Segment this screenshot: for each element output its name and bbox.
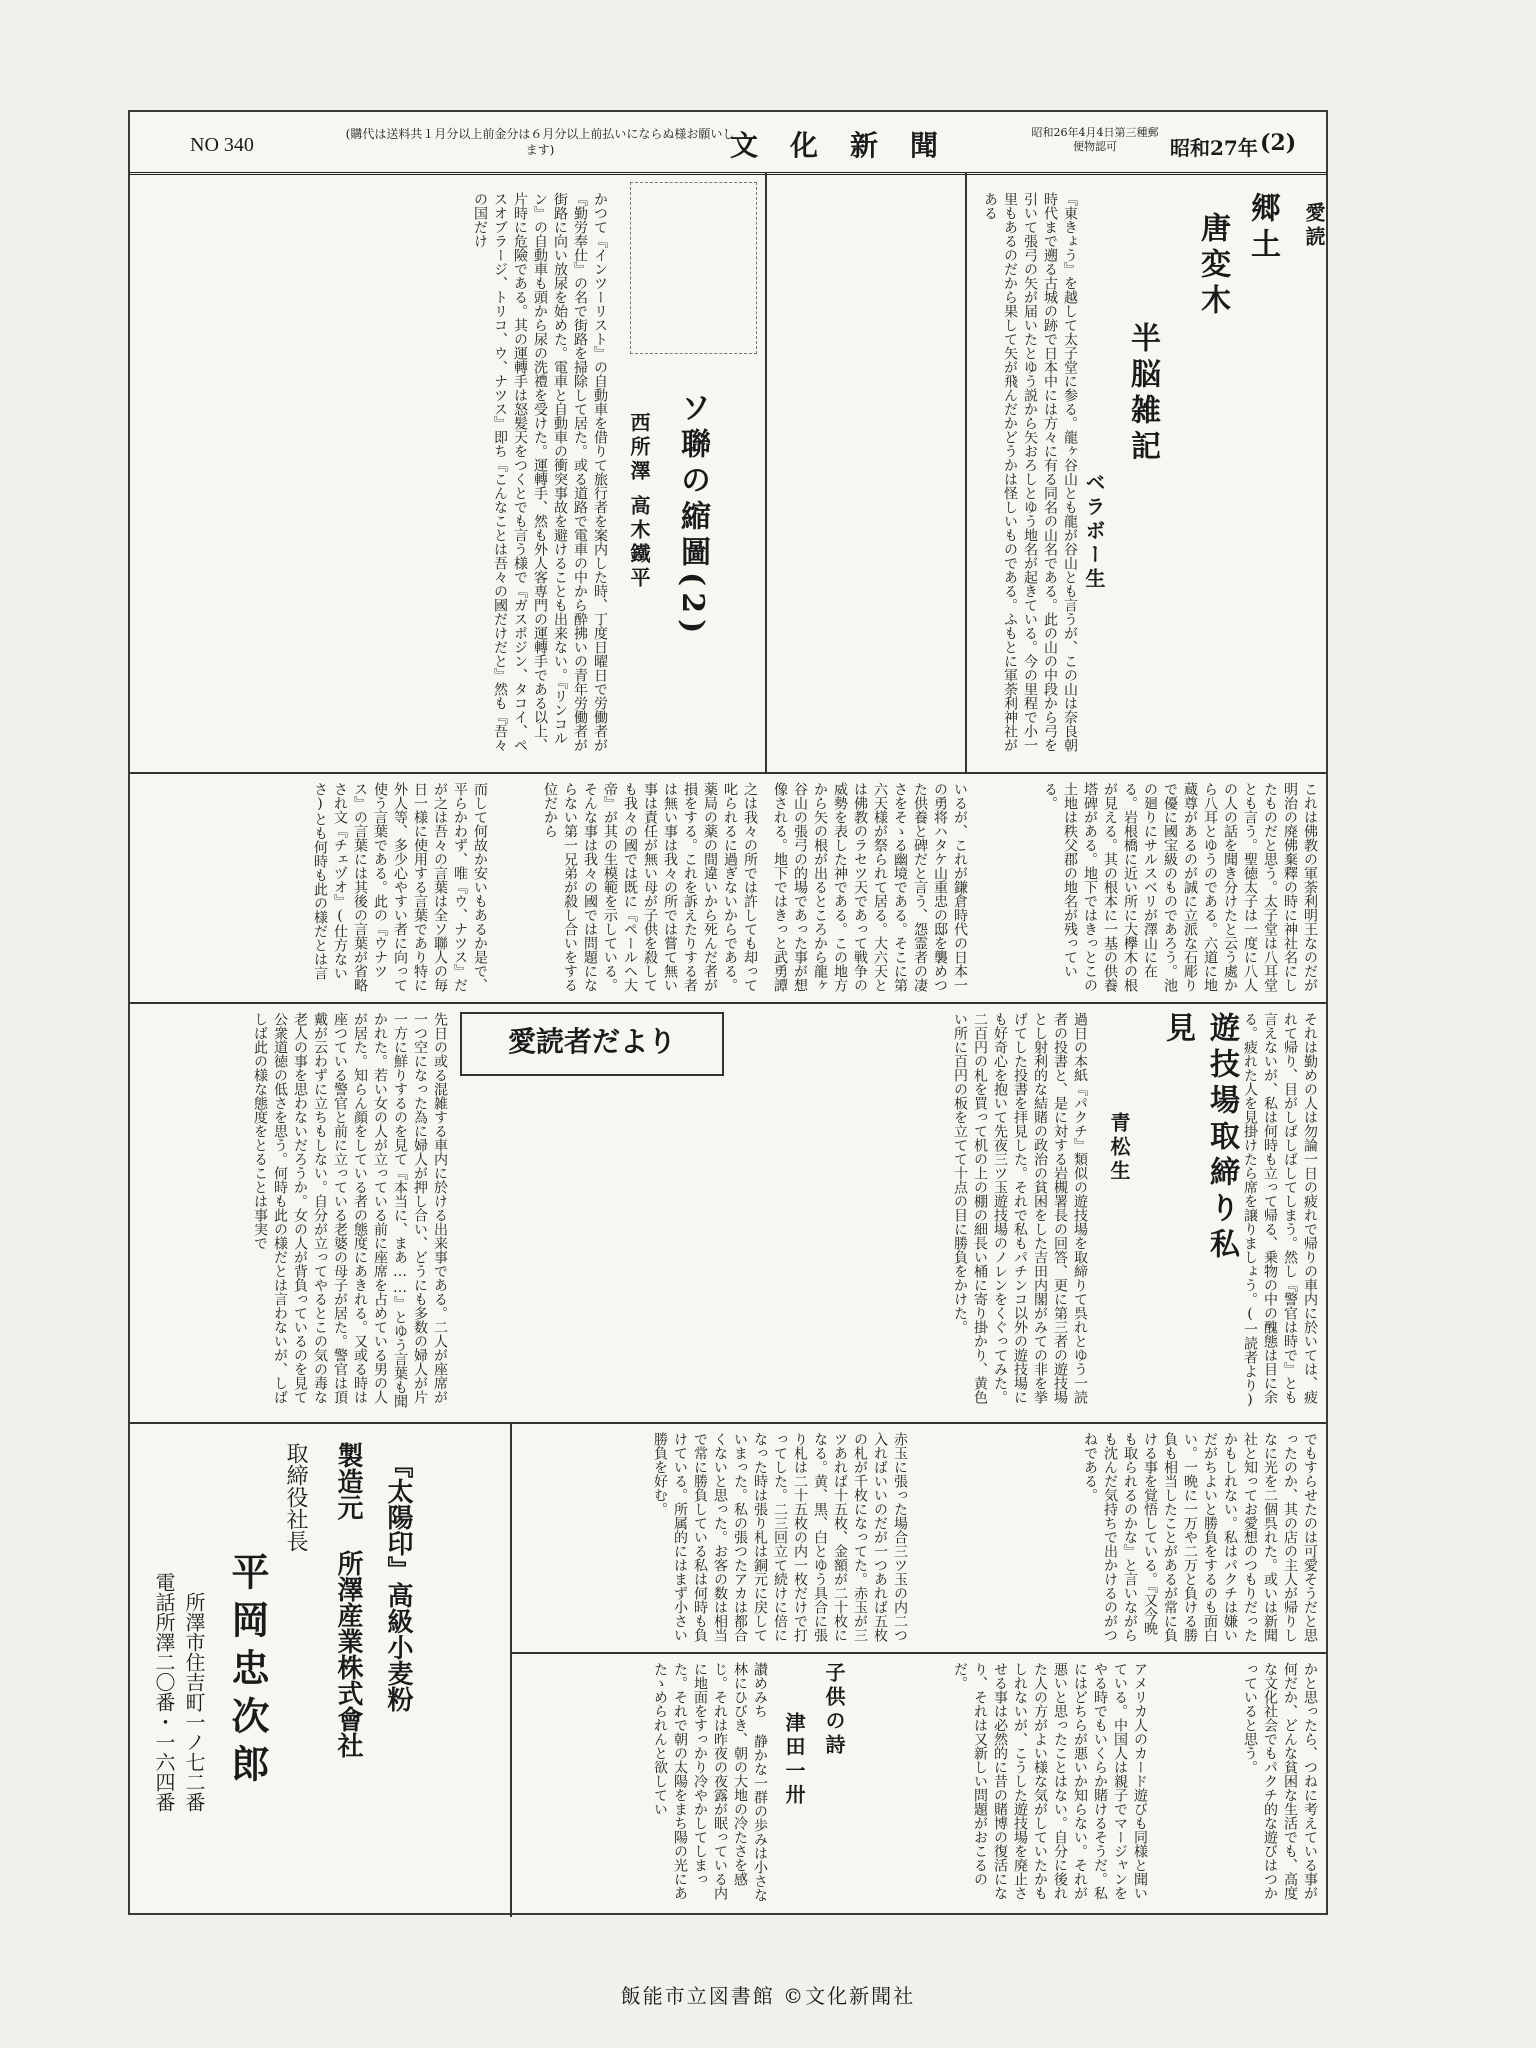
- section-logo-aidoku: 愛読: [1302, 202, 1326, 250]
- ad-maker: 製造元 所澤産業株式會社: [333, 1442, 363, 1758]
- poem-body: 讃めみち 静かな一群の歩みは小さな林にひびき、朝の大地の冷たさを感じ。それは昨夜の夜露が眠っている内に地面をすっかり冷やかしてしまった。それで朝の太陽をまち陽の光にあたゝめられんと欲してい: [652, 1662, 768, 1902]
- ad-name: 平岡忠次郎: [225, 1552, 270, 1792]
- article-body: かと思ったら、つねに考えている事が何だか、どんな貧困な生活でも、高度な文化社会でもパクチ的な遊びはつかっていると思う。: [1242, 1662, 1318, 1900]
- column-divider: [765, 172, 767, 772]
- article-body: これは佛教の軍荼利明王なのだが明治の廃佛棄釋の時に神社名にしたものだと思う。太子堂は八耳堂とも言う。聖徳太子は一度に八人の人の話を聞き分けたと云う處から八耳とゆうのである。六道に地蔵尊があるのが誠に立派な石彫りで優に國宝級のものであろう。池の廻りにサルスベリが澤山に在る。岩根橋に近い所に大欅木の根が見える。其の根本に一基の供養塔碑がある。地下ではきっとこの土地は秩父郡の地名が残っている。: [1042, 782, 1318, 992]
- article-body: アメリカ人のカード遊びも同様と聞いている。中国人は親子でマージャンをやる時でもいくらか賭けるそうだ。私にはどちらが悪いか知らない。それが悪いと思ったことはない。自分に後れた人の方がよい様な気がしていたかもしれないが、こうした遊技場を廃止させる事は必然的に昔の賭博の復活になり、それは又新しい問題がおこるのだ。: [952, 1662, 1148, 1900]
- section-divider: [510, 1652, 1326, 1654]
- article-body: かつて『インツーリスト』の自動車を借りて旅行者を案内した時、丁度日曜日で労働者が『勤労奉仕』の名で街路を掃除して居た。或る道路で電車の中から酔拂いの青年労働者が街路に向い放尿を始めた。電車と自動車の衝突事故を避けることも出来ない。『リンコルン』の自動車も頭から尿の洗禮を受けた。運轉手、然も外人客専門の運轉手である以上、片時に危險である。其の運轉手は怒髪天をつくとでも言う様で『ガスポジン、タコイ、ペスオブラージ、トリコ、ウ、ナツス』即ち『こんなことは吾々の國だけだと』然も『吾々の国だけ: [472, 192, 608, 752]
- column-title-tohenboku: 唐変木: [1195, 212, 1230, 320]
- illustration-sketch: [630, 182, 757, 354]
- article-body: それは勤めの人は勿論一日の疲れで帰りの車内に於いては、疲れて帰り、目がしばしばしてしまう。然し『警官は時で』とも言えないが、私は何時も立って帰る、乗物の中の醜態は目に余る。疲れた人を見掛けたら席を譲りましょう。(一読者より): [1242, 1012, 1318, 1408]
- letters-body: 先日の或る混雑する車内に於ける出来事である。二人が座席が一つ空になった為に婦人が押し合い、どうにも多数の婦人が片一方に鮮りするのを見て『本当に、まあ……』とゆう言葉も聞かれた。若い女の人が立っている前に座席を占めている男の人が居た。知らん顔をしている者の態度にあきれる。又或る時は座つている警官と前に立っている老婆の母子が居た。警官は頂戴が云わずに立ちもしない。自分が立ってやるとこの気の毒な老人の事を思わないだろうか。女の人が背負っているのを見て公衆道徳の低さを思う。何時も此の様だとは言わないが、しばしば此の様な態度をとることは事実で: [252, 1012, 448, 1408]
- article-body: 而して何故か安いもあるか是で、平らかわず、唯『ウ、ナツス』だが之は吾々の言葉は全ソ聯人の毎日一様に使用する言葉であり特に外人等、多少心やすい者に向って使う言葉である。此の『ウナツス』の言葉には其後の言葉が省略され文『チェヅオ』(仕方ないさ)とも何時も此の様だとは言: [312, 782, 488, 992]
- column-divider: [510, 1422, 512, 1917]
- column-divider: [965, 172, 967, 772]
- article-body: 過日の本紙『パクチ』類似の遊技場を取締りて呉れとゆう一読者の投書と、是に対する岩槻署長の回答、更に第三者の遊技場とし射利的な結賭の政治の貧困をした吉田内閣がみての非を挙げてした投書を拝見した。それで私もパチンコ以外の遊技場にも好奇心を抱いて先夜三ツ玉遊技場のノレンをくぐってみた。二百円の札を買って机の上の棚の細長い桶に寄り掛かり、黄色い所に百円の板を立てて十点の目に勝負をかけた。: [952, 1012, 1088, 1404]
- registration-note: 昭和26年4月4日第三種郵便物認可: [1031, 126, 1159, 153]
- ad-role: 取締役社長: [283, 1442, 308, 1552]
- ad-address: 所澤市住吉町一ノ七二番: [182, 1592, 206, 1812]
- ad-product: 『太陽印』高級小麦粉: [383, 1452, 413, 1712]
- page-number: (2): [1260, 130, 1297, 156]
- section-divider: [130, 1422, 1326, 1424]
- article-author-takagi: 西所澤 高木鐵平: [627, 412, 651, 591]
- article-title-yugijo: 遊技場取締り私見: [1160, 1012, 1239, 1264]
- issue-date: 昭和27年: [1170, 136, 1258, 160]
- article-body: いるが、これが鎌倉時代の日本一の勇将ハタケ山重忠の邸を襲めつた供養と碑だと言う、怨霊者の凄さをそゝる幽境である。そこに第六天様が祭られて居る。大六天とは佛教のラセツ天であって戦争の威勢を表した神である。この地方から矢の根が出るところから龍ヶ谷山の張弓の的場であった事が想像される。地下ではきっと武勇譚: [772, 782, 968, 992]
- article-body: でもすらせたのは可愛そうだと思ったのか、其の店の主人が帰りしなに光を二個呉れた。或いは新聞社と知ってお愛想のつもりだったかもしれない。私はパクチは嫌いだがちよいと勝負をするのも面白い。一晩に一万や二万と負ける勝負も相当したことがあるが常に負ける事を覚悟している。『又今晩も取られるのかな』と言いながらも沈んだ気持ちで出かけるのがつねである。: [1082, 1432, 1318, 1642]
- section-logo-kyodo: 郷土: [1245, 192, 1280, 264]
- subscription-notice: (購代は送料共１月分以上前金分は６月分以上前払いにならぬ様お願いします): [345, 127, 735, 157]
- column-author: ベラボー生: [1082, 472, 1106, 592]
- column-subtitle: 半脳雑記: [1125, 322, 1160, 466]
- poem-title: 子供の詩: [822, 1662, 846, 1758]
- newspaper-page: [128, 110, 1328, 1915]
- article-author-seisho: 青松生: [1107, 1112, 1131, 1184]
- footer-credit: 飯能市立図書館 ©文化新聞社: [620, 1984, 916, 2008]
- ad-phone: 電話所澤二〇番・一六四番: [152, 1572, 176, 1812]
- article-body: 『東きょう』を越して太子堂に参る。龍ヶ谷山とも龍が谷山とも言うが、この山は奈良朝時代まで遡る古城の跡で日本中には方々に有る同名の山名である。此の山の中段から弓を引いて張弓の矢が届いたとゆう説から矢おろしとゆう地名が起きている。今の里程で小一里もあるのだから果して矢が飛んだかどうかは怪しいものである。ふもとに軍荼利神社がある: [982, 192, 1078, 752]
- article-title-soren: ソ聯の縮圖(2): [675, 392, 710, 640]
- section-divider: [130, 1002, 1326, 1004]
- poem-author: 津田一卅: [782, 1712, 806, 1808]
- masthead: [130, 112, 1326, 175]
- newspaper-title: 文化新聞: [730, 129, 971, 162]
- article-body: 之は我々の所では許しても却って叱られるに過ぎないからである。薬局の薬の間違いから死んだ者が損をする。これを訴えたりする者は無い事は我々の所では嘗て無い事は責任が無い母が子供を殺しても我々の國では既に『ペールヘ大帝』が其の生模範を示している。そんな事は我々の國では問題にならない第一兄弟が殺し合いをする位だから: [542, 782, 758, 992]
- section-divider: [130, 772, 1326, 774]
- article-body: 赤玉に張った場合三ツ玉の内二つ入ればいいのだが一つあれば五枚の札が千枚になってた。赤玉が三ツあれば十五枚、金額が二十枚になる。黄、黒、白とゆう具合に張り札は二十五枚の内一枚だけで打ってした。二三回立て続けに倍になった時は張り札は銅元に戻していまった。私の張つたアカは都合くないと思った。お客の数は相当で常に勝負している私は何時も負けている。所属的にはまず小さい勝負を好む。: [652, 1432, 908, 1642]
- issue-number: NO 340: [190, 134, 254, 156]
- letters-heading: 愛読者だより: [460, 1012, 724, 1076]
